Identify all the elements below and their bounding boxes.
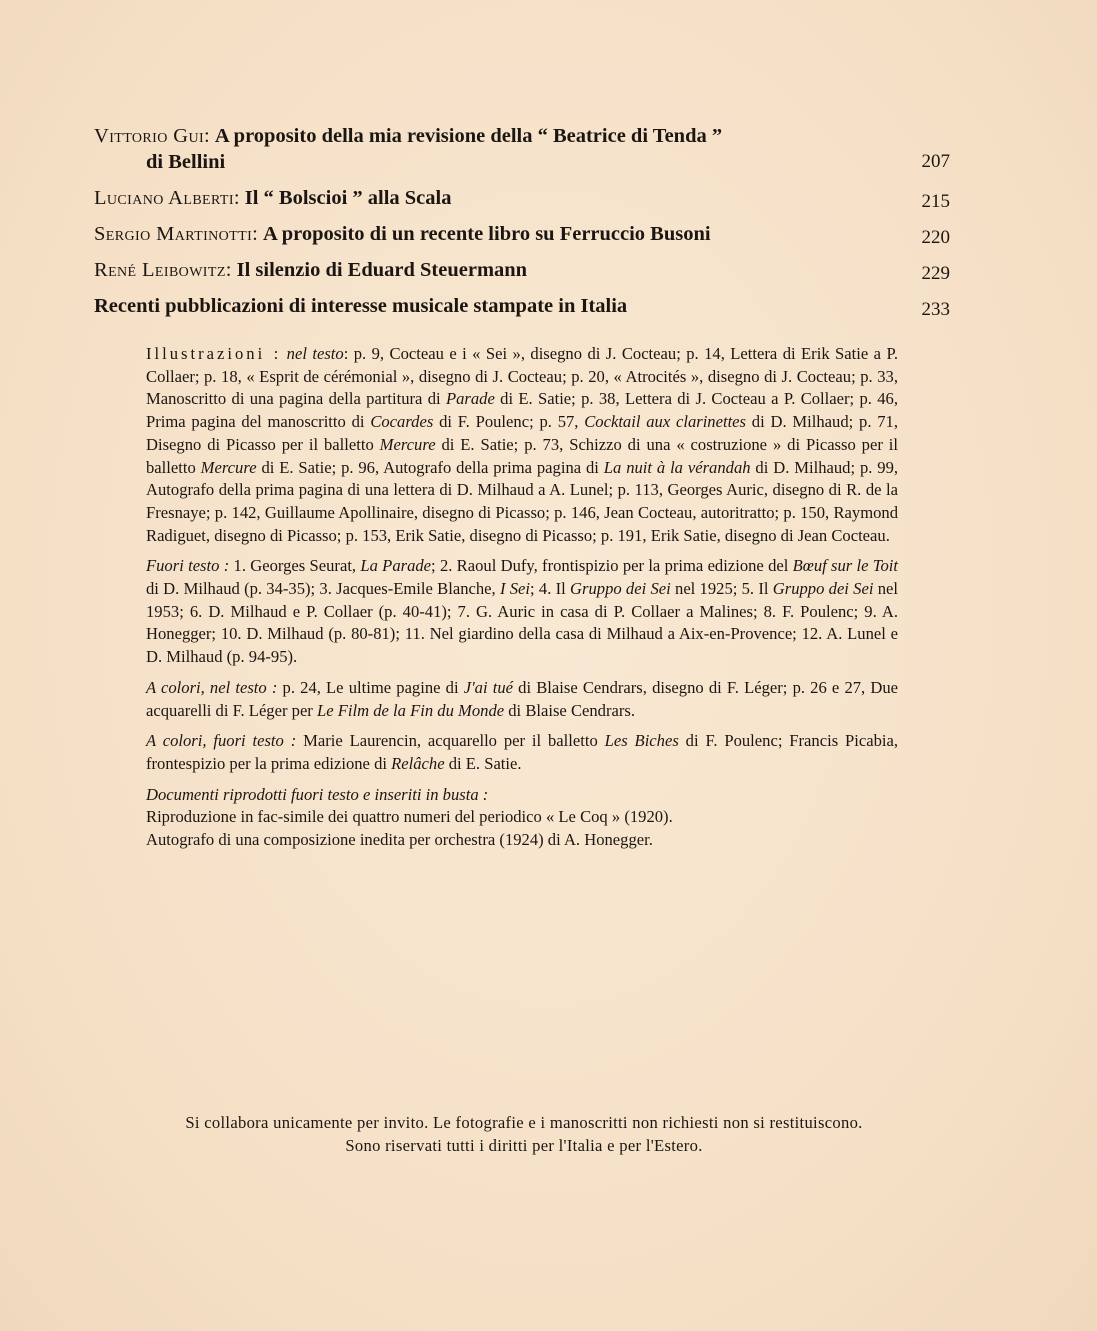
toc-author: Luciano Alberti	[94, 187, 234, 209]
footer-note	[96, 1111, 952, 1157]
illustrations-colori-nel-testo: A colori, nel testo : p. 24, Le ultime pagine di J'ai tué di Blaise Cendrars, disegno di F. Léger; p. 26 e 27, Due acquarelli di F. Léger per Le Film de la Fin du Monde di Blaise Cendrars.	[146, 677, 898, 720]
footer-line: Si collabora unicamente per invito. Le fotografie e i manoscritti non richiesti non si restituiscono.	[185, 1113, 863, 1132]
toc-title: Il silenzio di Eduard Steuermann	[236, 259, 528, 281]
toc-author: Vittorio Gui	[94, 125, 205, 147]
toc-entry: René Leibowitz: Il silenzio di Eduard Steuermann 229	[94, 257, 950, 283]
toc-page-number: 229	[921, 263, 950, 284]
toc-title: A proposito della mia revisione della “ Beatrice di Tenda ”	[214, 125, 723, 147]
table-of-contents	[94, 123, 950, 329]
documenti-section: Documenti riprodotti fuori testo e inseriti in busta : Riproduzione in fac-simile dei quattro numeri del periodico « Le Coq » (1920). Autografo di una composizione inedita per orchestra (1924) di A. Honegger.	[146, 784, 673, 850]
toc-title: Il “ Bolscioi ” alla Scala	[244, 187, 452, 209]
toc-title: Recenti pubblicazioni di interesse musicale stampate in Italia	[94, 295, 628, 317]
toc-author: Sergio Martinotti	[94, 223, 253, 245]
toc-entry	[94, 293, 950, 319]
toc-entry: Vittorio Gui: A proposito della mia revisione della “ Beatrice di Tenda ” di Bellini 207	[94, 125, 950, 173]
toc-page-number: 215	[921, 191, 950, 212]
illustrations-section	[146, 343, 898, 860]
toc-author: René Leibowitz	[94, 259, 226, 281]
toc-entry: Sergio Martinotti: A proposito di un recente libro su Ferruccio Busoni 220	[94, 221, 950, 247]
toc-entry: Luciano Alberti: Il “ Bolscioi ” alla Scala 215	[94, 185, 950, 211]
toc-title-continued: di Bellini	[146, 151, 226, 173]
toc-page-number: 207	[921, 151, 950, 172]
toc-page-number: 220	[921, 227, 950, 248]
documenti-line: Riproduzione in fac-simile dei quattro numeri del periodico « Le Coq » (1920).	[146, 807, 673, 827]
toc-page-number: 233	[921, 299, 950, 320]
illustrations-fuori-testo: Fuori testo : 1. Georges Seurat, La Parade; 2. Raoul Dufy, frontispizio per la prima edizione del Bœuf sur le Toit di D. Milhaud (p. 34-35); 3. Jacques-Emile Blanche, I Sei; 4. Il Gruppo dei Sei nel 1925; 5. Il Gruppo dei Sei nel 1953; 6. D. Milhaud e P. Collaer (p. 40-41); 7. G. Auric in casa di P. Collaer a Malines; 8. F. Poulenc; 9. A. Honegger; 10. D. Milhaud (p. 80-81); 11. Nel giardino della casa di Milhaud a Aix-en-Provence; 12. A. Lunel e D. Milhaud (p. 94-95).	[146, 556, 899, 667]
illustrations-nel-testo: Illustrazioni : nel testo: p. 9, Cocteau e i « Sei », disegno di J. Cocteau; p. 14, Lettera di Erik Satie a P. Collaer; p. 18, « Esprit de cérémonial », disegno di J. Cocteau; p. 20, « Atrocités », disegno di J. Cocteau; p. 33, Manoscritto di una pagina della partitura di Parade di E. Satie; p. 38, Lettera di J. Cocteau a P. Collaer; p. 46, Prima pagina del manoscritto di Cocardes di F. Poulenc; p. 57, Cocktail aux clarinettes di D. Milhaud; p. 71, Disegno di Picasso per il balletto Mercure di E. Satie; p. 73, Schizzo di una « costruzione » di Picasso per il balletto Mercure di E. Satie; p. 96, Autografo della prima pagina di La nuit à la vérandah di D. Milhaud; p. 99, Autografo della prima pagina di una lettera di D. Milhaud a A. Lunel; p. 113, Georges Auric, disegno di R. de la Fresnaye; p. 142, Guillaume Apollinaire, disegno di Picasso; p. 146, Jean Cocteau, autoritratto; p. 150, Raymond Radiguet, disegno di Picasso; p. 153, Erik Satie, disegno di Picasso; p. 191, Erik Satie, disegno di Jean Cocteau.	[146, 344, 899, 545]
documenti-line: Autografo di una composizione inedita per orchestra (1924) di A. Honegger.	[146, 830, 653, 850]
footer-line: Sono riservati tutti i diritti per l'Italia e per l'Estero.	[345, 1136, 703, 1155]
toc-title: A proposito di un recente libro su Ferruccio Busoni	[262, 223, 711, 245]
illustrations-colori-fuori-testo: A colori, fuori testo : Marie Laurencin, acquarello per il balletto Les Biches di F. Poulenc; Francis Picabia, frontespizio per la prima edizione di Relâche di E. Satie.	[146, 731, 899, 773]
